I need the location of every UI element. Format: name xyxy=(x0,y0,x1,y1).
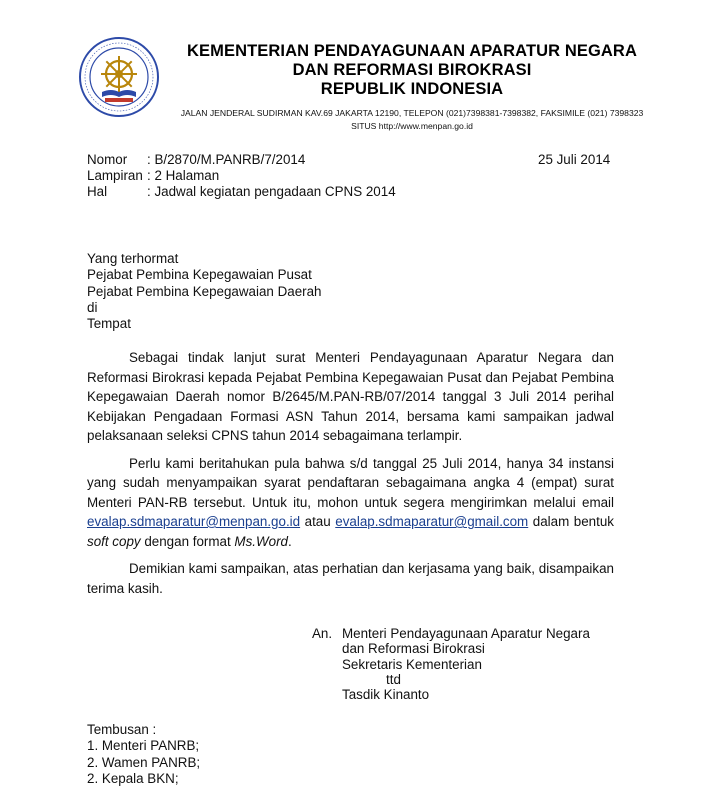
signature-line-1: Menteri Pendayagunaan Aparatur Negara xyxy=(342,626,590,641)
paragraph-1: Sebagai tindak lanjut surat Menteri Pendayagunaan Aparatur Negara dan Reformasi Birokrasi kepada Pejabat Pembina Kepegawaian Pusat dan Pejabat Pembina Kepegawaian Daerah nomor B/2645/M.PAN-RB/07/2014 tanggal 3 Juli 2014 perihal Kebijakan Pengadaan Formasi ASN Tahun 2014, bersama kami sampaikan jadwal pelaksanaan seleksi CPNS tahun 2014 sebagaimana terlampir. xyxy=(87,350,614,443)
hal-label: Hal xyxy=(87,184,108,199)
paragraph-2-part-d: dengan format xyxy=(144,533,231,549)
org-name-line-2: DAN REFORMASI BIROKRASI xyxy=(292,61,532,79)
paragraph-3: Demikian kami sampaikan, atas perhatian dan kerjasama yang baik, disampaikan terima kasih. xyxy=(87,561,614,596)
hal-value: : Jadwal kegiatan pengadaan CPNS 2014 xyxy=(147,184,396,199)
addressee-greeting: Yang terhormat xyxy=(87,251,179,266)
letter-body xyxy=(87,348,614,606)
addressee-block xyxy=(87,251,322,332)
letter-date: 25 Juli 2014 xyxy=(538,152,611,167)
ministry-emblem-icon xyxy=(78,36,160,118)
email-link-gmail[interactable]: evalap.sdmaparatur@gmail.com xyxy=(335,514,529,529)
signature-line-2: dan Reformasi Birokrasi xyxy=(342,641,485,657)
lampiran-label: Lampiran xyxy=(87,168,143,183)
paragraph-2-part-a: Perlu kami beritahukan pula bahwa s/d tanggal 25 Juli 2014, hanya 34 instansi yang sudah menyampaikan syarat pendaftaran sebagaimana angka 4 (empat) surat Menteri PAN-RB tersebut. Untuk itu, mohon untuk segera mengirimkan melalui email xyxy=(87,455,614,510)
signature-line-3: Sekretaris Kementerian xyxy=(342,656,482,672)
carbon-copy-block xyxy=(87,722,200,788)
addressee-line-4: Tempat xyxy=(87,316,131,332)
cc-item: 2. Wamen PANRB; xyxy=(87,754,201,770)
nomor-label: Nomor xyxy=(87,152,128,167)
signature-name: Tasdik Kinanto xyxy=(342,687,430,703)
letter-meta xyxy=(87,152,396,200)
org-name-line-1: KEMENTERIAN PENDAYAGUNAAN APARATUR NEGARA xyxy=(187,42,637,60)
org-name-line-3: REPUBLIK INDONESIA xyxy=(320,80,504,98)
soft-copy-text: soft copy xyxy=(87,533,141,549)
paragraph-2-end: . xyxy=(288,533,292,549)
nomor-value: : B/2870/M.PANRB/7/2014 xyxy=(147,152,306,167)
paragraph-2 xyxy=(87,454,614,552)
signature-block xyxy=(312,626,590,702)
lampiran-value: : 2 Halaman xyxy=(147,168,220,183)
addressee-line-2: Pejabat Pembina Kepegawaian Daerah xyxy=(87,283,322,299)
organization-header xyxy=(162,42,662,132)
cc-label: Tembusan : xyxy=(87,722,157,737)
signature-ttd: ttd xyxy=(386,671,401,687)
org-address: JALAN JENDERAL SUDIRMAN KAV.69 JAKARTA 12190, TELEPON (021)7398381-7398382, FAKSIMILE (021) 7398323 xyxy=(180,108,644,118)
addressee-line-1: Pejabat Pembina Kepegawaian Pusat xyxy=(87,267,312,283)
paragraph-2-part-c: dalam bentuk xyxy=(532,514,614,529)
addressee-line-3: di xyxy=(87,299,98,315)
email-link-menpan[interactable]: evalap.sdmaparatur@menpan.go.id xyxy=(87,514,301,529)
org-website: SITUS http://www.menpan.go.id xyxy=(351,121,473,131)
paragraph-2-part-b: atau xyxy=(304,514,331,529)
cc-item: 1. Menteri PANRB; xyxy=(87,738,200,754)
signature-an: An. xyxy=(312,626,333,641)
ms-word-text: Ms.Word xyxy=(234,533,288,549)
cc-item: 2. Kepala BKN; xyxy=(87,771,179,787)
